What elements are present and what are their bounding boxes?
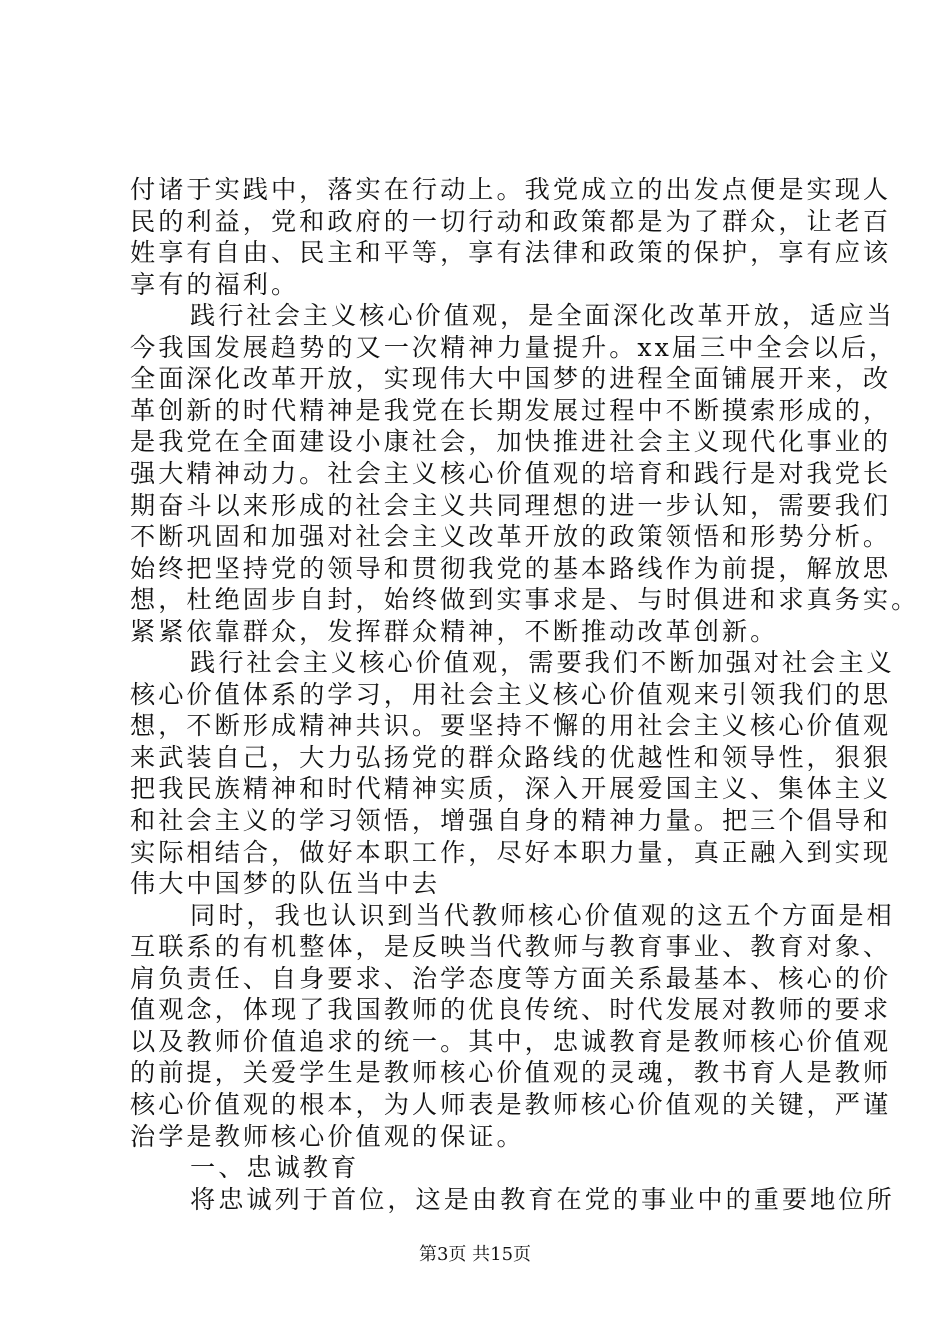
text-line: 实际相结合，做好本职工作，尽好本职力量，真正融入到实现 [130,838,892,867]
text-line: 来武装自己，大力弘扬党的群众路线的优越性和领导性，狠狠 [130,743,892,772]
text-line: 伟大中国梦的队伍当中去 [130,869,441,898]
text-line: 是我党在全面建设小康社会，加快推进社会主义现代化事业的 [130,427,892,456]
text-line: 付诸于实践中，落实在行动上。我党成立的出发点便是实现人 [130,175,892,204]
text-line: 把我民族精神和时代精神实质，深入开展爱国主义、集体主义 [130,774,892,803]
text-line: 想，不断形成精神共识。要坚持不懈的用社会主义核心价值观 [130,711,892,740]
paragraph-start: 践行社会主义核心价值观，是全面深化改革开放，适应当 [190,301,895,330]
paragraph-start: 将忠诚列于首位，这是由教育在党的事业中的重要地位所 [190,1185,895,1214]
page-number-footer: 第3页 共15页 [418,1244,532,1265]
text-line: 革创新的时代精神是我党在长期发展过程中不断摸索形成的， [130,396,892,425]
text-line: 的前提，关爱学生是教师核心价值观的灵魂，教书育人是教师 [130,1058,892,1087]
text-line: 始终把坚持党的领导和贯彻我党的基本路线作为前提，解放思 [130,554,892,583]
text-line: 和社会主义的学习领悟，增强自身的精神力量。把三个倡导和 [130,806,892,835]
section-heading: 一、忠诚教育 [190,1153,360,1182]
text-line: 互联系的有机整体，是反映当代教师与教育事业、教育对象、 [130,932,892,961]
text-line: 核心价值观的根本，为人师表是教师核心价值观的关键，严谨 [130,1090,892,1119]
text-line: 紧紧依靠群众，发挥群众精神，不断推动改革创新。 [130,617,779,646]
text-line: 期奋斗以来形成的社会主义共同理想的进一步认知，需要我们 [130,491,892,520]
paragraph-start: 同时，我也认识到当代教师核心价值观的这五个方面是相 [190,901,895,930]
text-line: 肩负责任、自身要求、治学态度等方面关系最基本、核心的价 [130,964,892,993]
text-line: 想，杜绝固步自封，始终做到实事求是、与时俱进和求真务实。 [130,585,920,614]
text-line: 值观念，体现了我国教师的优良传统、时代发展对教师的要求 [130,995,892,1024]
text-line: 以及教师价值追求的统一。其中，忠诚教育是教师核心价值观 [130,1027,892,1056]
text-line: 姓享有自由、民主和平等，享有法律和政策的保护，享有应该 [130,238,892,267]
text-line: 不断巩固和加强对社会主义改革开放的政策领悟和形势分析。 [130,522,892,551]
text-line: 全面深化改革开放，实现伟大中国梦的进程全面铺展开来，改 [130,364,892,393]
text-line: 享有的福利。 [130,270,300,299]
text-line: 强大精神动力。社会主义核心价值观的培育和践行是对我党长 [130,459,892,488]
text-line: 今我国发展趋势的又一次精神力量提升。xx届三中全会以后， [130,333,898,362]
paragraph-start: 践行社会主义核心价值观，需要我们不断加强对社会主义 [190,648,895,677]
text-line: 核心价值体系的学习，用社会主义核心价值观来引领我们的思 [130,680,892,709]
text-line: 民的利益，党和政府的一切行动和政策都是为了群众，让老百 [130,207,892,236]
text-line: 治学是教师核心价值观的保证。 [130,1122,525,1151]
